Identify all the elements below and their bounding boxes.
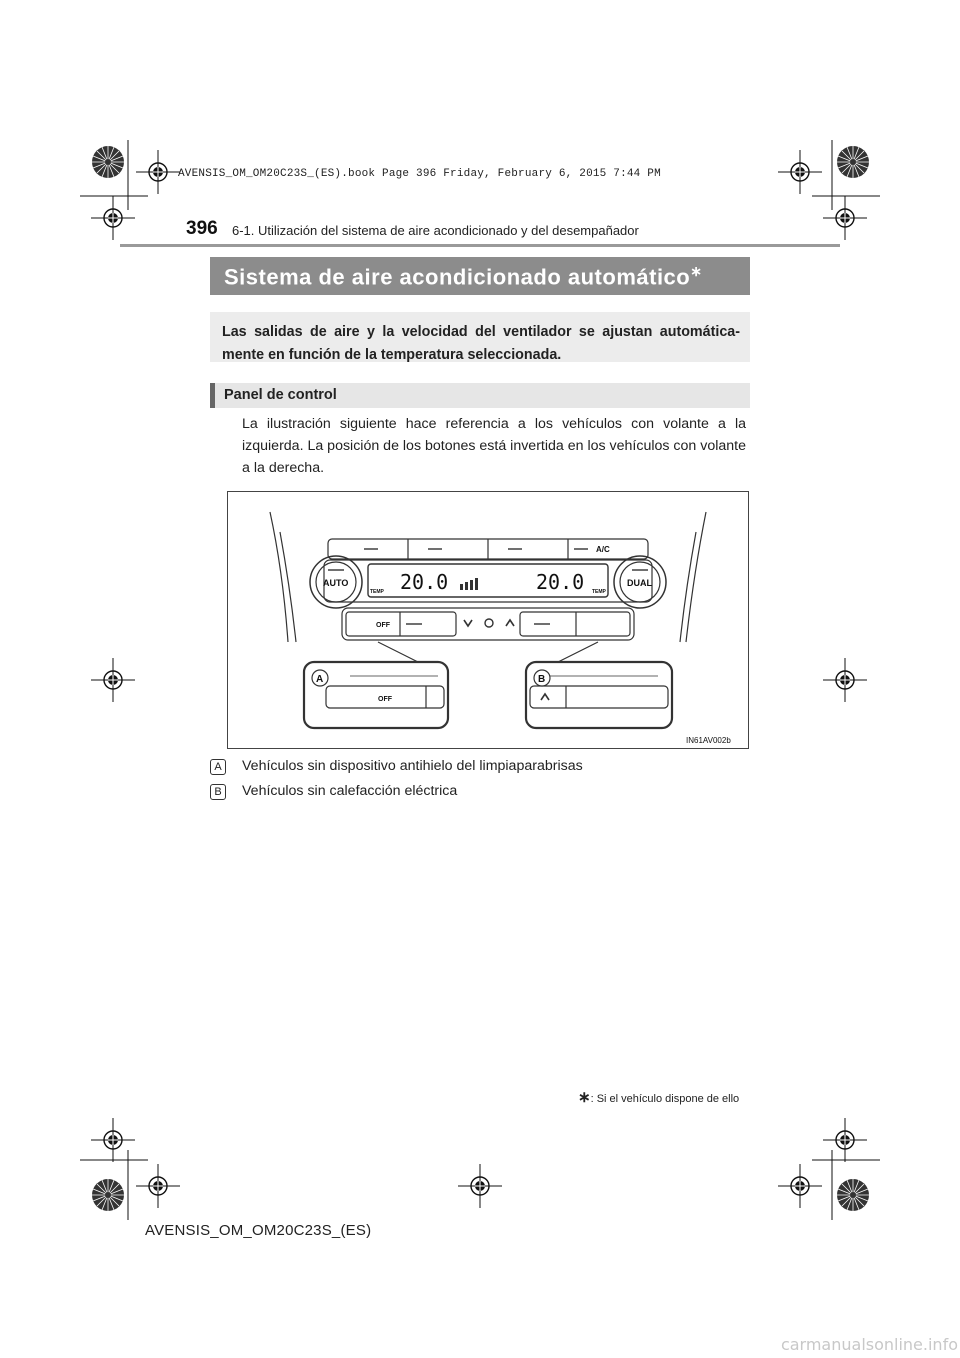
off-button-label: OFF [376,622,390,629]
legend-mark-b: B [210,784,226,800]
intro-text: Las salidas de aire y la velocidad del ventilador se ajustan automática-mente en función de la temperatura seleccionada. [222,324,740,363]
subsection-title: Panel de control [224,387,337,403]
page-number: 396 [186,218,218,239]
footnote [578,1088,739,1106]
subsection-marker [210,383,215,408]
temp-label-right: TEMP [592,589,606,595]
file-info: AVENSIS_OM_OM20C23S_(ES).book Page 396 Friday, February 6, 2015 7:44 PM [178,168,661,180]
callout-a-letter: A [316,674,324,685]
subsection-heading [210,383,750,408]
asterisk-mark: ∗ [690,263,703,279]
site-watermark: carmanualsonline.info [780,1335,958,1354]
book-code-footer: AVENSIS_OM_OM20C23S_(ES) [145,1222,372,1239]
callout-b-letter: B [538,674,546,685]
intro-box [210,312,750,362]
legend-text-a: Vehículos sin dispositivo antihielo del limpiaparabrisas [242,758,583,774]
figure-code: IN61AV002b [686,736,731,745]
dual-button-label: DUAL [627,578,652,588]
body-paragraph: La ilustración siguiente hace referencia a los vehículos con volante a la izquierda. La posición de los botones está invertida en los vehículos con volante a la derecha. [242,416,746,476]
control-panel-illustration [228,492,748,748]
auto-button-label: AUTO [323,578,349,588]
callout-a-off-label: OFF [378,696,392,703]
footnote-text: : Si el vehículo dispone de ello [590,1093,740,1105]
legend-text-b: Vehículos sin calefacción eléctrica [242,783,458,799]
section-title: Sistema de aire acondicionado automático∗ [224,263,703,290]
temp-display-left: 20.0 [400,570,449,594]
header-rule [120,244,840,247]
temp-label-left: TEMP [370,589,384,595]
legend-item-a [210,757,750,779]
section-title-bar [210,257,750,295]
temp-display-right: 20.0 [536,570,585,594]
control-panel-figure [227,491,749,749]
footnote-mark: ∗ [578,1089,591,1106]
legend-item-b [210,782,750,804]
ac-button-label: A/C [596,545,610,554]
legend-mark-a: A [210,759,226,775]
running-head: 6-1. Utilización del sistema de aire acondicionado y del desempañador [232,223,639,238]
